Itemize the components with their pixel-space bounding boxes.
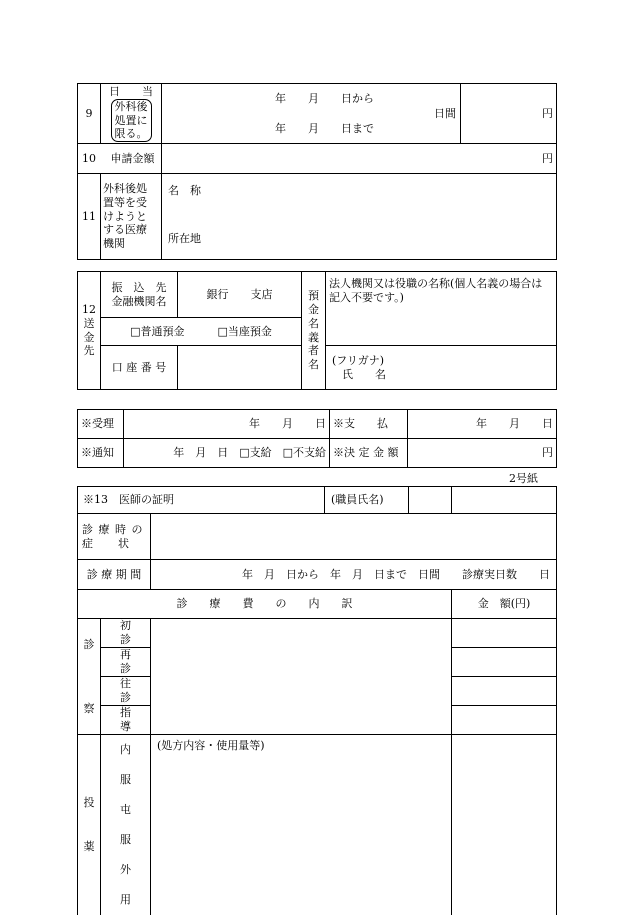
exam-item-first: 初 診 bbox=[101, 619, 151, 648]
cert-row-title bbox=[78, 487, 557, 514]
med-item-internal: 内 服 bbox=[120, 743, 153, 786]
row-11-label bbox=[101, 174, 162, 260]
exam-side-char: 察 bbox=[83, 701, 95, 715]
holder-note: 法人機関又は役職の名称(個人名義の場合は記入不要です。) bbox=[329, 277, 543, 304]
remit-side-char: 先 bbox=[83, 344, 95, 358]
period-cell[interactable] bbox=[151, 560, 557, 590]
med-side-label bbox=[78, 735, 101, 915]
row-9-to: 年 月 日まで bbox=[275, 122, 374, 135]
cert-title: ※13 医師の証明 bbox=[83, 493, 174, 506]
staff-divider bbox=[324, 487, 325, 513]
exam-side-label bbox=[78, 619, 101, 735]
row-9-days: 日間 bbox=[434, 107, 456, 120]
exam-detail-cell[interactable] bbox=[151, 619, 452, 735]
row-10 bbox=[78, 144, 557, 174]
medication-amount-cell[interactable] bbox=[452, 735, 557, 915]
amount-title: 金 額(円) bbox=[452, 590, 557, 619]
row-11-label-line: 機関 bbox=[103, 237, 125, 251]
row-11-no: 11 bbox=[78, 174, 101, 260]
office-row-2 bbox=[78, 439, 557, 468]
row-9-title-top: 日 当 bbox=[109, 85, 153, 98]
row-10-label: 申請金額 bbox=[110, 151, 155, 165]
notice-value: 年 月 日 □支給 □不支給 bbox=[173, 446, 326, 460]
account-no-cell[interactable] bbox=[178, 346, 302, 390]
doctor-certificate-table bbox=[77, 486, 557, 915]
account-type-checkboxes[interactable]: □普通預金 □当座預金 bbox=[130, 324, 272, 338]
breakdown-title: 診 療 費 の 内 訳 bbox=[78, 590, 452, 619]
holder-label-char: 者 bbox=[308, 344, 319, 358]
cert-row-symptom bbox=[78, 514, 557, 560]
med-side-char: 投 bbox=[83, 796, 95, 810]
exam-amount-guidance[interactable] bbox=[452, 706, 557, 735]
med-side-char: 薬 bbox=[83, 840, 95, 853]
notice-cell[interactable] bbox=[124, 439, 330, 468]
bracket-line-3: 限る。 bbox=[114, 127, 148, 141]
received-label: ※受理 bbox=[78, 410, 124, 439]
bank-value-cell[interactable] bbox=[178, 272, 302, 318]
bracket-line-1: 外科後 bbox=[114, 99, 148, 113]
staff-name-cell[interactable] bbox=[452, 487, 557, 514]
symptom-label: 診 療 時 の 症 状 bbox=[78, 514, 151, 560]
row-10-label-cell bbox=[78, 144, 162, 174]
bank-label-line: 振 込 先 bbox=[111, 280, 167, 294]
row-10-amount-cell[interactable] bbox=[162, 144, 557, 174]
row-9-title-bracket bbox=[111, 99, 152, 142]
med-item-asneeded: 屯 服 bbox=[120, 803, 153, 846]
medication-row bbox=[78, 735, 557, 915]
row-9 bbox=[78, 84, 557, 144]
cert-title-cell bbox=[78, 487, 452, 514]
exam-amount-first[interactable] bbox=[452, 619, 557, 648]
account-no-label: 口 座 番 号 bbox=[101, 346, 178, 390]
holder-label-char: 金 bbox=[308, 303, 319, 316]
decided-amount-cell[interactable] bbox=[408, 439, 557, 468]
exam-item-revisit: 再 診 bbox=[101, 648, 151, 677]
row-9-from: 年 月 日から bbox=[275, 92, 374, 105]
row-11-label-line: けようと bbox=[103, 209, 147, 223]
remit-side-char: 送 bbox=[83, 316, 95, 330]
exam-amount-revisit[interactable] bbox=[452, 648, 557, 677]
bracket-line-2: 処置に bbox=[114, 113, 148, 127]
holder-label bbox=[302, 272, 326, 390]
holder-label-char: 名 bbox=[308, 358, 319, 371]
row-11-institution-cell[interactable] bbox=[162, 174, 557, 260]
remittance-table bbox=[77, 271, 557, 390]
row-9-title bbox=[101, 84, 162, 144]
holder-note-cell[interactable] bbox=[326, 272, 557, 346]
period-label: 診 療 期 間 bbox=[78, 560, 151, 590]
row-9-yen: 円 bbox=[542, 106, 553, 120]
bank-label bbox=[101, 272, 178, 318]
period-value: 年 月 日から 年 月 日まで 日間 診療実日数 日 bbox=[242, 567, 551, 581]
row-9-no: 9 bbox=[78, 84, 101, 144]
row-11-label-line: 外科後処 bbox=[103, 182, 147, 196]
holder-name-label: 氏 名 bbox=[342, 367, 386, 381]
daily-allowance-table bbox=[77, 83, 557, 260]
med-items bbox=[101, 735, 151, 915]
remit-row-1 bbox=[78, 272, 557, 318]
remit-no: 12 bbox=[82, 303, 96, 316]
staff-divider-2 bbox=[408, 487, 409, 513]
decided-yen: 円 bbox=[542, 446, 553, 460]
exam-row bbox=[78, 619, 557, 648]
cert-row-period bbox=[78, 560, 557, 590]
office-row-1 bbox=[78, 410, 557, 439]
row-9-yen-cell[interactable] bbox=[461, 84, 557, 144]
exam-amount-house-call[interactable] bbox=[452, 677, 557, 706]
row-10-no: 10 bbox=[82, 151, 96, 165]
med-item-external: 外 用 bbox=[120, 863, 153, 906]
remit-side-label bbox=[78, 272, 101, 390]
row-11 bbox=[78, 174, 557, 260]
bank-value: 銀行 支店 bbox=[206, 287, 273, 301]
exam-item-house-call: 往 診 bbox=[101, 677, 151, 706]
account-type-cell[interactable] bbox=[101, 318, 302, 346]
cert-row-breakdown-head bbox=[78, 590, 557, 619]
row-11-label-line: する医療 bbox=[103, 223, 147, 237]
received-date-cell[interactable] bbox=[124, 410, 330, 439]
received-date: 年 月 日 bbox=[249, 417, 326, 431]
row-11-label-line: 置等を受 bbox=[103, 195, 147, 209]
notice-label: ※通知 bbox=[78, 439, 124, 468]
sheet-number: 2号紙 bbox=[509, 472, 538, 485]
holder-name-cell[interactable] bbox=[326, 346, 557, 390]
decided-label: ※決 定 金 額 bbox=[330, 439, 408, 468]
row-9-period[interactable] bbox=[162, 84, 461, 144]
remit-side-char: 金 bbox=[83, 330, 95, 344]
holder-kana-label: (フリガナ) bbox=[332, 353, 385, 367]
staff-label: (職員氏名) bbox=[331, 493, 384, 506]
row-10-yen: 円 bbox=[542, 151, 553, 165]
office-use-table bbox=[77, 409, 557, 468]
exam-item-guidance: 指 導 bbox=[101, 706, 151, 735]
institution-address-label: 所在地 bbox=[168, 232, 201, 245]
symptom-cell[interactable] bbox=[151, 514, 557, 560]
paid-date: 年 月 日 bbox=[476, 417, 553, 431]
prescription-cell[interactable] bbox=[151, 735, 452, 915]
holder-label-char: 義 bbox=[308, 330, 319, 344]
paid-label: ※支 払 bbox=[330, 410, 408, 439]
exam-side-char: 診 bbox=[83, 637, 95, 651]
holder-label-char: 預 bbox=[308, 289, 319, 303]
institution-name-label: 名 称 bbox=[168, 184, 201, 197]
bank-label-line: 金融機関名 bbox=[111, 294, 167, 308]
prescription-label: (処方内容・使用量等) bbox=[157, 739, 265, 752]
holder-label-char: 名 bbox=[308, 316, 319, 330]
paid-date-cell[interactable] bbox=[408, 410, 557, 439]
